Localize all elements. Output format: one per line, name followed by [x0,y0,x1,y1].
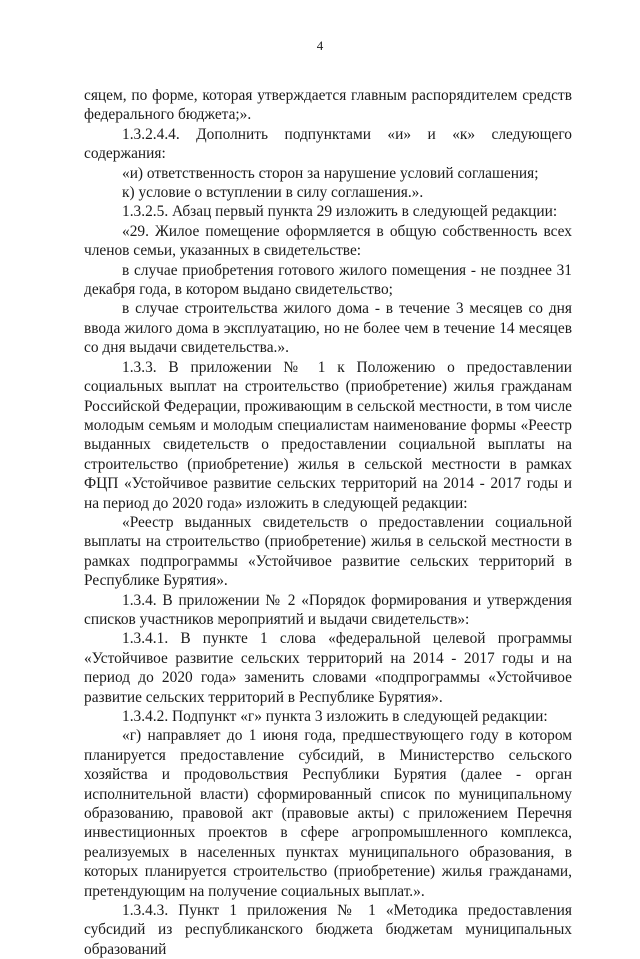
paragraph: в случае строительства жилого дома - в течение 3 месяцев со дня ввода жилого дома в эксплуатацию, но не более чем в течение 14 месяцев со дня выдачи свидетельства.». [84,300,572,357]
paragraph: «и) ответственность сторон за нарушение условий соглашения; [122,164,539,182]
paragraph: 1.3.2.5. Абзац первый пункта 29 изложить в следующей редакции: [122,203,558,221]
document-body [84,86,572,959]
paragraph: 1.3.4.1. В пункте 1 слова «федеральной целевой программы «Устойчивое развитие сельских территорий на 2014 - 2017 годы и на период до 2020 года» заменить словами «подпрограммы «Устойчивое развитие сельских территорий в Республике Бурятия». [84,630,572,706]
paragraph: «29. Жилое помещение оформляется в общую собственность всех членов семьи, указанных в свидетельстве: [84,222,572,260]
page-number: 4 [316,38,324,53]
paragraph: 1.3.2.4.4. Дополнить подпунктами «и» и «к» следующего содержания: [84,125,572,163]
paragraph: «Реестр выданных свидетельств о предоставлении социальной выплаты на строительство (приобретение) жилья в сельской местности в рамках подпрограммы «Устойчивое развитие сельских территорий в Республике Бурятия». [84,513,572,590]
paragraph: «г) направляет до 1 июня года, предшествующего году в котором планируется предоставление субсидий, в Министерство сельского хозяйства и продовольствия Республики Бурятия (далее - орган исполнительной власти) сформированный список по муниципальному образованию, правовой акт (правовые акты) с приложением Перечня инвестиционных проектов в сфере агропромышленного комплекса, реализуемых в населенных пунктах муниципального образования, в которых планируется строительство (приобретение) жилья гражданами, претендующим на получение социальных выплат.». [84,727,572,900]
paragraph: в случае приобретения готового жилого помещения - не позднее 31 декабря года, в котором выдано свидетельство; [84,261,572,299]
paragraph: к) условие о вступлении в силу соглашения.». [122,184,424,202]
paragraph: 1.3.4.2. Подпункт «г» пункта 3 изложить в следующей редакции: [122,708,548,725]
paragraph: сяцем, по форме, которая утверждается главным распорядителем средств федерального бюджета;». [84,87,572,124]
paragraph: 1.3.3. В приложении № 1 к Положению о предоставлении социальных выплат на строительство (приобретение) жилья гражданам Российской Федерации, проживающим в сельской местности, в том числе молодым семьям и молодым специалистам наименование формы «Реестр выданных свидетельств о предоставлении социальной выплаты на строительство (приобретение) жилья в сельской местности в рамках ФЦП «Устойчивое развитие сельских территорий на 2014 - 2017 годы и на период до 2020 года» изложить в следующей редакции: [84,358,572,512]
paragraph: 1.3.4.3. Пункт 1 приложения № 1 «Методика предоставления субсидий из республиканского бюджета бюджетам муниципальных образований [84,902,572,958]
paragraph: 1.3.4. В приложении № 2 «Порядок формирования и утверждения списков участников мероприятий и выдачи свидетельств»: [84,591,572,628]
